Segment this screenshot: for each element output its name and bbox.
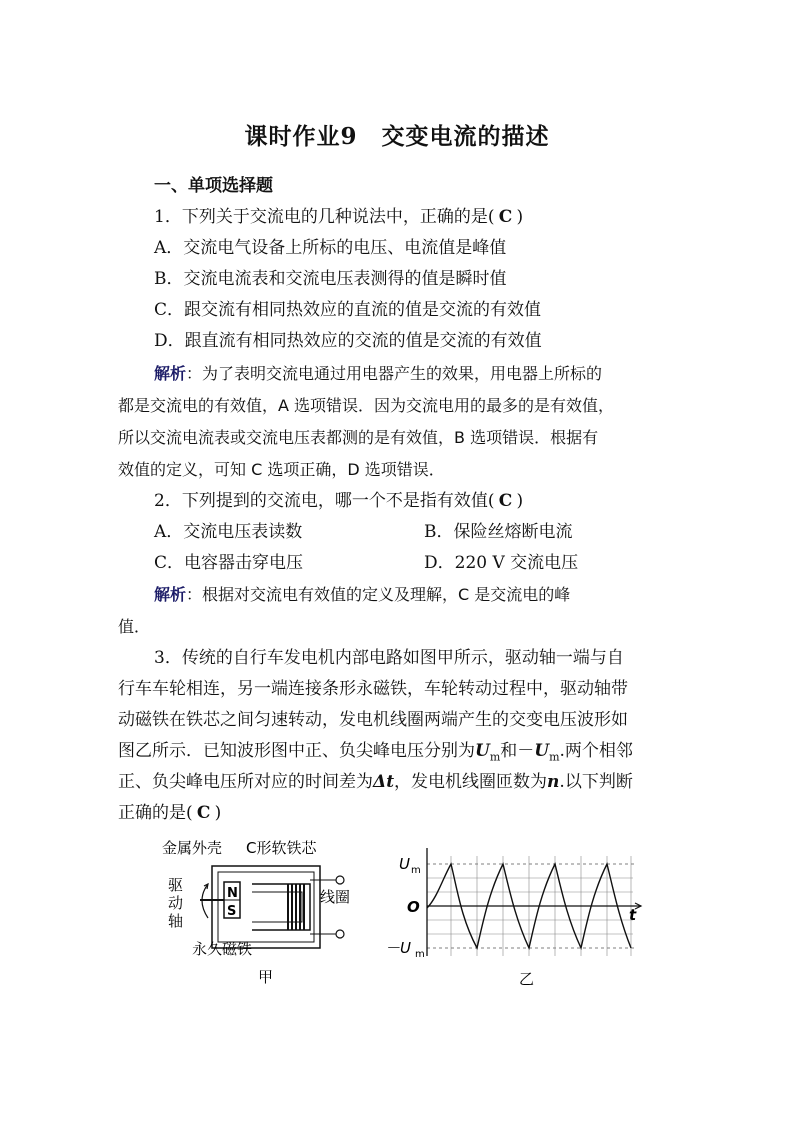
question-3-line-1: 3．传统的自行车发电机内部电路如图甲所示，驱动轴一端与自 <box>154 648 624 668</box>
q2-explanation-line-2: 值． <box>118 617 151 636</box>
label-permanent-magnet: 永久磁铁 <box>192 940 253 958</box>
question-3-line-2: 行车车轮相连，另一端连接条形永磁铁，车轮转动过程中，驱动轴带 <box>118 679 628 699</box>
question-1-stem: 1．下列关于交流电的几种说法中，正确的是( C ) <box>154 207 524 227</box>
question-3-line-5: 正、负尖峰电压所对应的时间差为Δt，发电机线圈匝数为n.以下判断 <box>118 772 633 792</box>
label-neg-um: －U <box>385 939 411 957</box>
caption-yi: 乙 <box>519 970 535 988</box>
question-3-line-4: 图乙所示．已知波形图中正、负尖峰电压分别为$U_m$和$-U_m$.两个相邻 <box>118 741 633 764</box>
q2-explanation-line-1: 解析：根据对交流电有效值的定义及理解，C 是交流电的峰 <box>154 585 571 604</box>
question-3-answer: C <box>196 803 211 823</box>
q1-option-d: D．跟直流有相同热效应的交流的值是交流的有效值 <box>154 331 542 351</box>
label-um: U <box>399 855 410 873</box>
label-n-pole: N <box>227 886 238 901</box>
label-drive-2: 动 <box>168 894 184 912</box>
question-3-stem-end: 正确的是( C ) <box>118 803 222 823</box>
figure-voltage-waveform <box>385 838 650 994</box>
label-drive-3: 轴 <box>168 912 184 930</box>
q2-option-d: D．220 V 交流电压 <box>424 553 579 573</box>
caption-jia: 甲 <box>258 968 274 986</box>
label-um-sub: m <box>411 865 421 876</box>
q1-explanation-line-2: 都是交流电的有效值，A 选项错误．因为交流电用的最多的是有效值， <box>118 396 615 415</box>
question-2-stem: 2．下列提到的交流电，哪一个不是指有效值( C ) <box>154 491 524 511</box>
label-soft-iron-core: C形软铁芯 <box>246 839 317 857</box>
label-s-pole: S <box>227 904 237 919</box>
label-t-axis: t <box>629 906 637 924</box>
section-heading: 一、单项选择题 <box>154 176 273 196</box>
q1-option-c: C．跟交流有相同热效应的直流的值是交流的有效值 <box>154 300 542 320</box>
question-3-line-3: 动磁铁在铁芯之间匀速转动，发电机线圈两端产生的交变电压波形如 <box>118 710 628 730</box>
page-title: 课时作业9 交变电流的描述 <box>244 123 550 150</box>
label-drive-1: 驱 <box>168 876 184 894</box>
q2-option-b: B．保险丝熔断电流 <box>424 522 573 542</box>
question-1-answer: C <box>498 207 513 227</box>
label-neg-um-sub: m <box>415 949 425 960</box>
label-coil: 线圈 <box>320 888 351 906</box>
q2-option-c: C．电容器击穿电压 <box>154 553 304 573</box>
q1-option-b: B．交流电流表和交流电压表测得的值是瞬时值 <box>154 269 507 289</box>
question-2-answer: C <box>498 491 513 511</box>
figure-generator-diagram <box>160 832 375 992</box>
label-origin: O <box>407 898 420 916</box>
q1-explanation-line-4: 效值的定义，可知 C 选项正确，D 选项错误． <box>118 460 445 479</box>
q2-option-a: A．交流电压表读数 <box>154 522 303 542</box>
label-metal-shell: 金属外壳 <box>162 839 223 857</box>
q1-option-a: A．交流电气设备上所标的电压、电流值是峰值 <box>154 238 507 258</box>
q1-explanation-line-1: 解析：为了表明交流电通过用电器产生的效果，用电器上所标的 <box>154 364 603 383</box>
q1-explanation-line-3: 所以交流电流表或交流电压表都测的是有效值，B 选项错误．根据有 <box>118 428 599 447</box>
